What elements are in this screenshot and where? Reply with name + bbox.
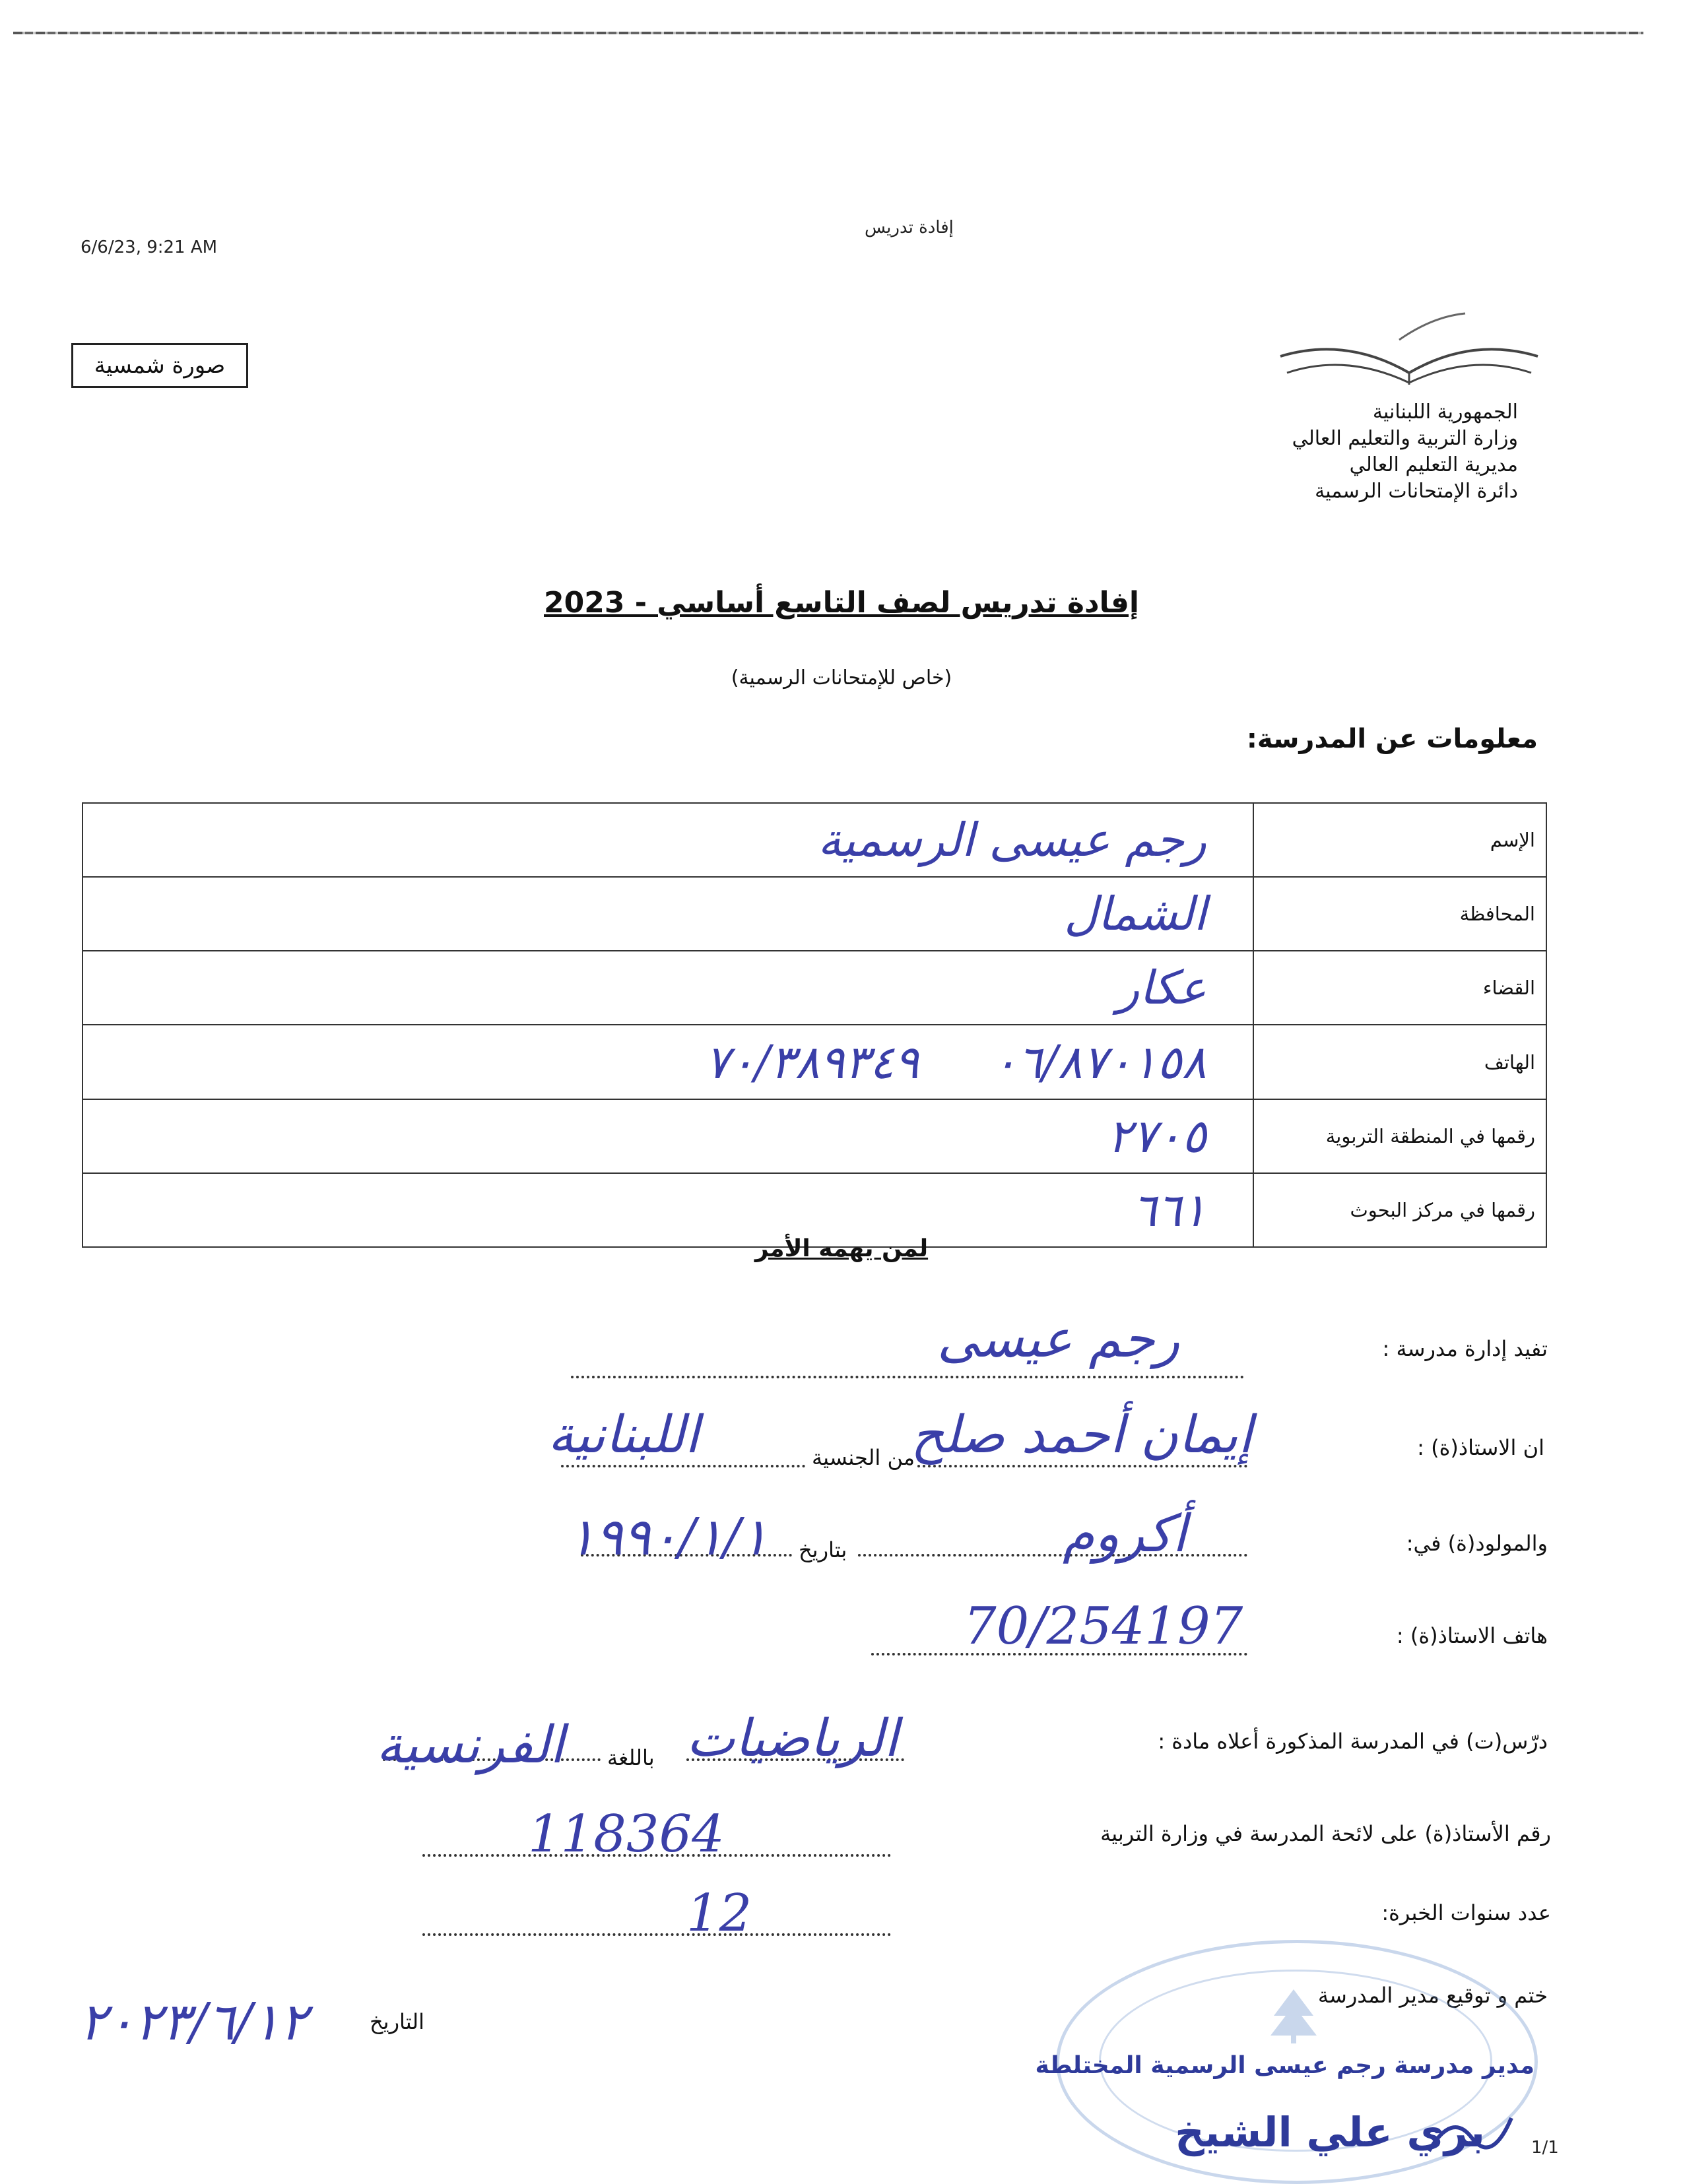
photo-placeholder-box: صورة شمسية: [71, 343, 248, 388]
school-admin-dotline: [571, 1369, 1244, 1378]
subject-value: الرياضيات: [686, 1709, 898, 1768]
stamp-principal-name: بري علي الشيخ: [1175, 2108, 1485, 2156]
teacher-phone-label: هاتف الاستاذ(ة) :: [1396, 1623, 1548, 1648]
birthdate-label: بتاريخ: [799, 1537, 847, 1562]
language-value: الفرنسية: [376, 1716, 564, 1775]
language-label: باللغة: [607, 1745, 655, 1770]
research-center-number-value: ٦٦١: [82, 1173, 1253, 1247]
date-label: التاريخ: [370, 2009, 425, 2034]
table-row: [82, 1099, 1546, 1173]
phone-label: الهاتف: [1253, 1025, 1546, 1099]
phone-value: ٠٦/٨٧٠١٥٨ ٧٠/٣٨٩٣٤٩: [82, 1025, 1253, 1099]
birthplace-label: والمولود(ة) في:: [1406, 1531, 1548, 1556]
school-name-value: رجم عيسى الرسمية: [82, 803, 1253, 877]
school-admin-label: تفيد إدارة مدرسة :: [1382, 1336, 1548, 1361]
roster-number-label: رقم الأستاذ(ة) على لائحة المدرسة في وزارة التربية: [1100, 1821, 1551, 1846]
experience-dotline: [422, 1927, 891, 1936]
page-number: 1/1: [1531, 2138, 1559, 2158]
print-timestamp: 6/6/23, 9:21 AM: [81, 238, 218, 257]
stamp-title-line: مدير مدرسة رجم عيسى الرسمية المختلطة: [1035, 2052, 1534, 2079]
school-name-label: الإسم: [1253, 803, 1546, 877]
nationality-label: من الجنسية: [812, 1445, 915, 1470]
ministry-header-line-4: دائرة الإمتحانات الرسمية: [1315, 480, 1518, 503]
ministry-header-line-2: وزارة التربية والتعليم العالي: [1292, 427, 1518, 450]
governorate-label: المحافظة: [1253, 877, 1546, 951]
ministry-header-line-3: مديرية التعليم العالي: [1349, 453, 1518, 476]
document-subtitle: (خاص للإمتحانات الرسمية): [731, 666, 952, 690]
nationality-value: اللبنانية: [548, 1405, 700, 1465]
print-doc-title: إفادة تدريس: [865, 218, 954, 238]
district-value: عكار: [82, 951, 1253, 1025]
table-row: [82, 877, 1546, 951]
roster-number-value: 118364: [528, 1805, 725, 1864]
teacher-phone-value: 70/254197: [964, 1597, 1243, 1656]
handwritten-signature-icon: [1426, 2098, 1518, 2164]
to-whom-heading: لمن يهمه الأمر: [754, 1235, 929, 1262]
research-center-number-label: رقمها في مركز البحوث: [1253, 1173, 1546, 1247]
school-section-heading: معلومات عن المدرسة:: [1246, 724, 1538, 754]
date-value: ٢٠٢٣/٦/١٢: [79, 1993, 308, 2052]
district-label: القضاء: [1253, 951, 1546, 1025]
table-row: [82, 803, 1546, 877]
principal-signature-label: ختم و توقيع مدير المدرسة: [1317, 1983, 1548, 2008]
cedar-tree-icon: [1267, 1986, 1320, 2045]
teacher-name-label: ان الاستاذ(ة) :: [1417, 1435, 1544, 1460]
experience-value: 12: [686, 1884, 752, 1943]
table-row: [82, 1025, 1546, 1099]
birthdate-value: ١٩٩٠/١/١: [568, 1508, 768, 1567]
educational-region-number-label: رقمها في المنطقة التربوية: [1253, 1099, 1546, 1173]
document-title: إفادة تدريس لصف التاسع أساسي - 2023: [544, 586, 1139, 620]
subject-label: درّس(ت) في المدرسة المذكورة أعلاه مادة :: [1158, 1729, 1548, 1754]
school-admin-value: رجم عيسى: [937, 1310, 1180, 1369]
ministry-book-logo-icon: [1274, 300, 1544, 393]
educational-region-number-value: ٢٧٠٥: [82, 1099, 1253, 1173]
birthplace-dotline: [858, 1547, 1247, 1557]
teacher-name-value: إيمان أحمد صلح: [911, 1405, 1253, 1465]
ministry-header-line-1: الجمهورية اللبنانية: [1372, 401, 1518, 424]
table-row: [82, 951, 1546, 1025]
scan-edge-line: [13, 32, 1643, 34]
ministry-header: [1175, 399, 1518, 505]
birthplace-value: أكروم: [1063, 1504, 1187, 1564]
school-info-table: [82, 802, 1547, 1248]
governorate-value: الشمال: [82, 877, 1253, 951]
experience-label: عدد سنوات الخبرة:: [1381, 1900, 1551, 1925]
